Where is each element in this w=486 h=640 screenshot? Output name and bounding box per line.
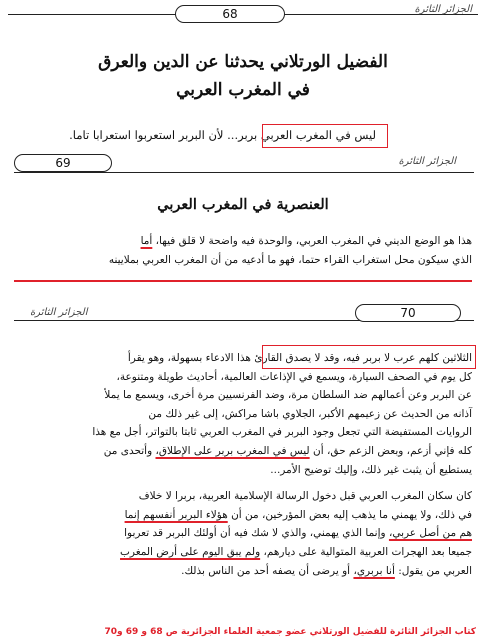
para70b-line3 xyxy=(14,524,472,543)
para70-line3: عن البربر وعن أعمالهم ضد السلطان مرة، وضد الفرنسيين مرة أخرى، ويسمع ما يملأ xyxy=(104,389,472,402)
red-underline-69 xyxy=(14,280,472,282)
section-title: العنصرية في المغرب العربي xyxy=(157,196,329,213)
para70b-line1: كان سكان المغرب العربي قبل دخول الرسالة الإسلامية العربية، بربرا لا خلاف xyxy=(138,490,472,503)
running-header-3: الجزائر الثائرة xyxy=(30,307,88,318)
running-header-2: الجزائر الثائرة xyxy=(398,156,456,167)
text: وقد لا يصدق القارئ هذا الادعاء بسهولة، وهو يقرأ xyxy=(127,352,340,364)
para70b-line4 xyxy=(14,543,472,562)
underlined-text: هم من أصل عربي، xyxy=(388,527,472,540)
underlined-text: ولم يبق اليوم على أرض المغرب xyxy=(120,545,261,558)
paragraph-70 xyxy=(14,349,472,580)
underlined-text: أنا بربري، xyxy=(353,564,395,577)
chapter-title-line2: في المغرب العربي xyxy=(176,80,310,100)
para70b-line5 xyxy=(14,562,472,581)
page-number-69: 69 xyxy=(14,154,112,172)
chapter-title-line1: الفضيل الورتلاني يحدثنا عن الدين والعرق xyxy=(98,52,388,72)
para70-line5: الروايات المستفيضة التي تجعل وجود البربر في المغرب العربي ثابتا بالتواتر، أجل مع هذا xyxy=(92,426,472,439)
para70-line4: آذانه من الحديث عن زعيمهم الأكبر، الجلاوي باشا مراكش، إلى غير ذلك من xyxy=(148,407,472,420)
para69-line2: الذي سيكون محل استغراب القراء حتما، فهو ما أدعيه من أن المغرب العربي بملايينه xyxy=(108,253,472,266)
page-number-68: 68 xyxy=(175,5,285,23)
text: كله فإني أزعم، وبعض الزعم حق، أن xyxy=(312,444,472,457)
header-rule-69 xyxy=(14,172,474,173)
boxed-quote-rest: لأن البربر استعربوا استعرابا تاما. xyxy=(69,128,224,142)
text: جميعا بعد الهجرات العربية المتوالية على ديارهم، xyxy=(263,545,472,558)
page-number-70: 70 xyxy=(355,304,461,322)
text: وإنما الذي يهمني، والذي لا شك فيه أن أولئك البربر قد تعربوا xyxy=(124,527,386,540)
text: هذا هو الوضع الديني في المغرب العربي، والوحدة فيه واضحة لا قلق فيها، xyxy=(155,235,472,247)
boxed-phrase: الثلاثين كلهم عرب لا بربر فيه، xyxy=(342,352,472,364)
para70b-line2 xyxy=(14,506,472,525)
paragraph-69 xyxy=(14,232,472,269)
running-header-1: الجزائر الثائرة xyxy=(414,4,472,15)
text: وأتحدى من xyxy=(103,444,153,457)
boxed-quote-main: ليس في المغرب العربي بربر... xyxy=(227,128,376,142)
para70-line2: كل يوم في الصحف السيارة، ويسمع في الإذاعات العالمية، أحاديث طويلة ومتنوعة، xyxy=(116,370,472,383)
source-caption: كتاب الجزائر الثائرة للفضيل الورتلاني عضو جمعية العلماء الجزائرية ص 68 و 69 و70 xyxy=(104,627,476,637)
spacer xyxy=(14,479,472,487)
para70-line7: يستطيع أن يثبت غير ذلك، وإليك توضيح الأمر... xyxy=(270,463,472,476)
text: العربي من يقول: xyxy=(398,564,472,577)
underlined-text: هؤلاء البربر أنفسهم إنما xyxy=(124,508,228,521)
underlined-text: ليس في المغرب بربر على الإطلاق، xyxy=(155,444,310,457)
para69-line1 xyxy=(14,232,472,251)
text: أو يرضى أن يصفه أحد من الناس بذلك. xyxy=(181,564,351,577)
underlined-text: أما xyxy=(140,235,153,247)
red-box-phrase xyxy=(262,345,476,369)
para70-line6 xyxy=(14,442,472,461)
text: في ذلك، ولا يهمني ما يذهب إليه بعض المؤرخين، من أن xyxy=(231,508,472,521)
red-box-quote xyxy=(262,124,388,148)
